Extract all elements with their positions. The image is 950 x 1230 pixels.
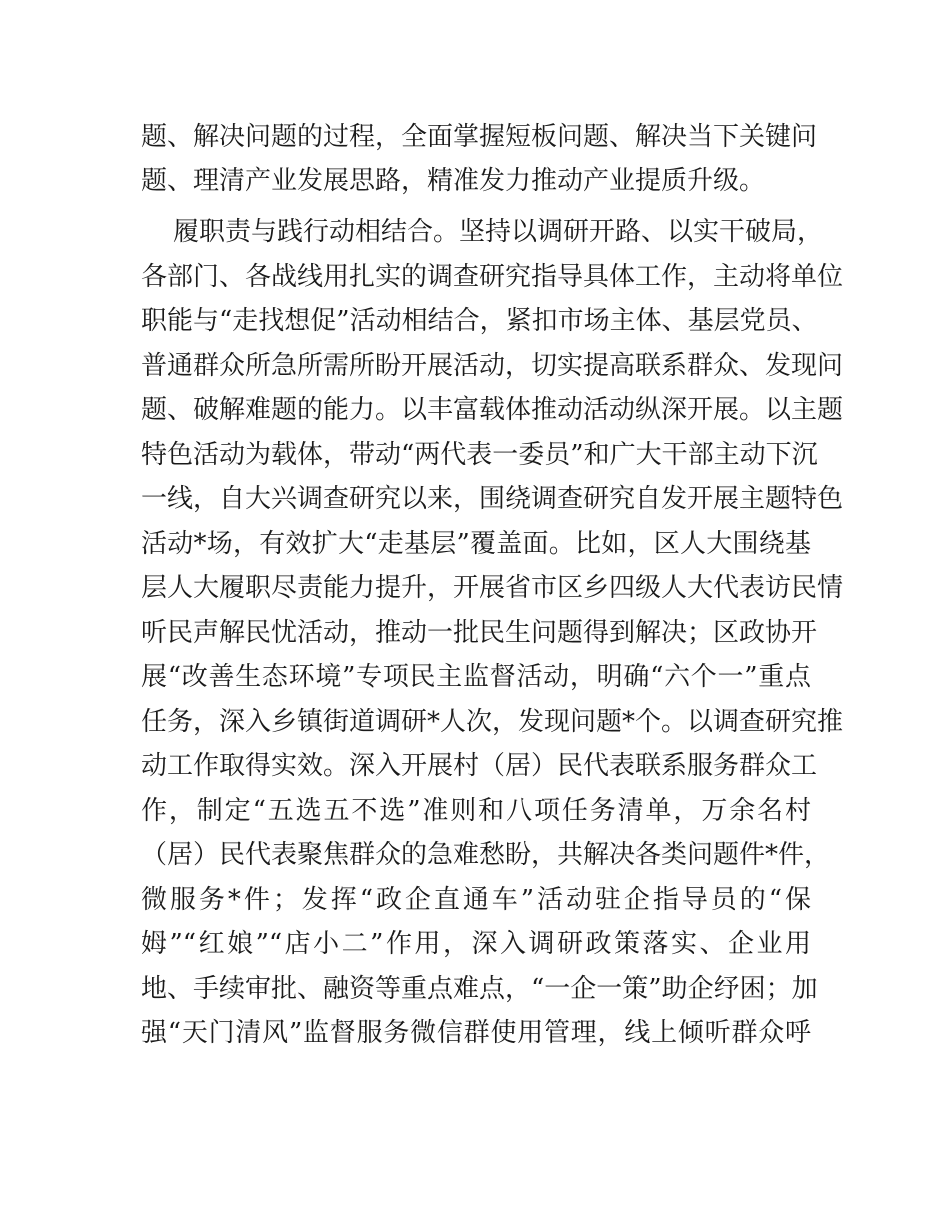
paragraph-2-line-18: 地、手续审批、融资等重点难点，“一企一策”助企纾困；加	[141, 974, 818, 1004]
paragraph-2-line-2: 各部门、各战线用扎实的调查研究指导具体工作，主动将单位	[141, 262, 844, 292]
paragraph-2-line-17: 姆”“红娘”“店小二”作用，深入调研政策落实、企业用	[141, 929, 811, 959]
paragraph-2-line-1: 履职责与践行动相结合。坚持以调研开路、以实干破局，	[173, 217, 824, 247]
paragraph-2-line-13: 动工作取得实效。深入开展村（居）民代表联系服务群众工	[141, 751, 818, 781]
paragraph-2-line-15: （居）民代表聚焦群众的急难愁盼，共解决各类问题件*件，	[141, 840, 831, 870]
paragraph-2-line-9: 层人大履职尽责能力提升，开展省市区乡四级人大代表访民情	[141, 573, 844, 603]
paragraph-2-line-8: 活动*场，有效扩大“走基层”覆盖面。比如，区人大围绕基	[141, 529, 811, 559]
paragraph-2-line-14: 作，制定“五选五不选”准则和八项任务清单，万余名村	[141, 796, 811, 826]
paragraph-2-line-10: 听民声解民忧活动，推动一批民生问题得到解决；区政协开	[141, 618, 818, 648]
paragraph-2-line-19: 强“天门清风”监督服务微信群使用管理，线上倾听群众呼	[141, 1018, 811, 1048]
paragraph-2-line-3: 职能与“走找想促”活动相结合，紧扣市场主体、基层党员、	[141, 306, 818, 336]
paragraph-2-line-4: 普通群众所急所需所盼开展活动，切实提高联系群众、发现问	[141, 351, 844, 381]
paragraph-2-line-7: 一线，自大兴调查研究以来，围绕调查研究自发开展主题特色	[141, 484, 844, 514]
paragraph-2-line-5: 题、破解难题的能力。以丰富载体推动活动纵深开展。以主题	[141, 395, 844, 425]
paragraph-2-line-12: 任务，深入乡镇街道调研*人次，发现问题*个。以调查研究推	[141, 707, 844, 737]
paragraph-2-line-11: 展“改善生态环境”专项民主监督活动，明确“六个一”重点	[141, 662, 811, 692]
paragraph-1-line-2: 题、理清产业发展思路，精准发力推动产业提质升级。	[141, 166, 766, 196]
paragraph-2-line-6: 特色活动为载体，带动“两代表一委员”和广大干部主动下沉	[141, 440, 818, 470]
paragraph-1-line-1: 题、解决问题的过程，全面掌握短板问题、解决当下关键问	[141, 122, 818, 152]
paragraph-2-line-16: 微服务*件；发挥“政企直通车”活动驻企指导员的“保	[141, 885, 811, 915]
